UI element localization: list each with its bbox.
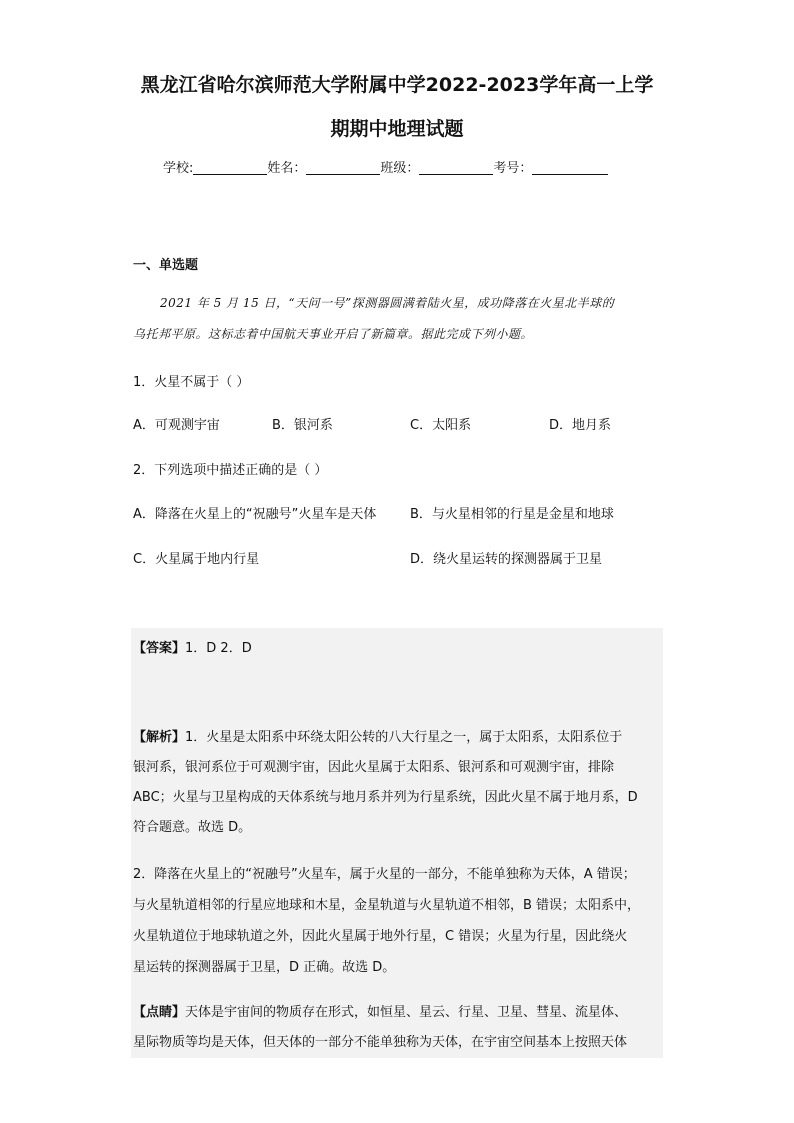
school-blank[interactable] <box>193 160 267 175</box>
comment-line-1 <box>133 1001 627 1020</box>
name-label: 姓名： <box>267 161 307 176</box>
name-blank[interactable] <box>306 160 380 175</box>
class-label: 班级： <box>380 161 420 176</box>
analysis-label: 【解析】 <box>133 730 186 745</box>
question-2-stem: 2．下列选项中描述正确的是（ ） <box>133 463 328 478</box>
number-label: 考号： <box>493 161 533 176</box>
school-label: 学校: <box>163 161 194 176</box>
analysis-text: 1．火星是太阳系中环绕太阳公转的八大行星之一，属于太阳系，太阳系位于 <box>185 730 623 745</box>
question-1-option-c[interactable]: C．太阳系 <box>410 418 472 433</box>
analysis-line-1 <box>133 726 622 745</box>
document-title-line-1: 黑龙江省哈尔滨师范大学附属中学2022-2023学年高一上学 <box>140 74 654 96</box>
analysis-line-8: 星运转的探测器属于卫星，D 正确。故选 D。 <box>133 960 396 975</box>
intro-line-2: 乌托邦平原。这标志着中国航天事业开启了新篇章。据此完成下列小题。 <box>133 327 534 341</box>
comment-text: 天体是宇宙间的物质存在形式，如恒星、星云、行星、卫星、彗星、流星体、 <box>185 1005 628 1020</box>
number-blank[interactable] <box>532 160 608 175</box>
analysis-line-2: 银河系，银河系位于可观测宇宙，因此火星属于太阳系、银河系和可观测宇宙，排除 <box>133 760 615 775</box>
intro-line-1: 2021 年 5 月 15 日，“天问一号”探测器圆满着陆火星，成功降落在火星北半球的 <box>160 296 615 310</box>
analysis-line-6: 与火星轨道相邻的行星应地球和木星，金星轨道与火星轨道不相邻，B 错误；太阳系中， <box>133 898 641 913</box>
comment-line-2: 星际物质等均是天体，但天体的一部分不能单独称为天体，在宇宙空间基本上按照天体 <box>133 1035 628 1050</box>
answer-label: 【答案】 <box>133 641 186 656</box>
student-info-row <box>163 157 608 176</box>
question-1-option-a[interactable]: A．可观测宇宙 <box>133 418 220 433</box>
section-heading: 一、单选题 <box>133 258 199 273</box>
question-2-option-c[interactable]: C．火星属于地内行星 <box>133 552 260 567</box>
analysis-line-5: 2．降落在火星上的“祝融号”火星车，属于火星的一部分，不能单独称为天体，A 错误； <box>133 867 636 882</box>
question-1-option-d[interactable]: D．地月系 <box>549 418 612 433</box>
document-title-line-2: 期期中地理试题 <box>330 118 464 140</box>
analysis-line-7: 火星轨道位于地球轨道之外，因此火星属于地外行星，C 错误；火星为行星，因此绕火 <box>133 929 628 944</box>
answer-panel <box>131 628 663 1058</box>
answer-text: 1．D 2．D <box>185 641 252 656</box>
answer-line <box>133 637 252 656</box>
question-2-option-d[interactable]: D．绕火星运转的探测器属于卫星 <box>410 552 603 567</box>
comment-label: 【点睛】 <box>133 1005 186 1020</box>
analysis-line-4: 符合题意。故选 D。 <box>133 820 252 835</box>
question-1-option-b[interactable]: B．银河系 <box>272 418 333 433</box>
question-2-option-b[interactable]: B．与火星相邻的行星是金星和地球 <box>410 507 614 522</box>
class-blank[interactable] <box>419 160 493 175</box>
question-1-stem: 1．火星不属于（ ） <box>133 375 250 390</box>
analysis-line-3: ABC；火星与卫星构成的天体系统与地月系并列为行星系统，因此火星不属于地月系，D <box>133 790 638 805</box>
question-2-option-a[interactable]: A．降落在火星上的“祝融号”火星车是天体 <box>133 507 377 522</box>
